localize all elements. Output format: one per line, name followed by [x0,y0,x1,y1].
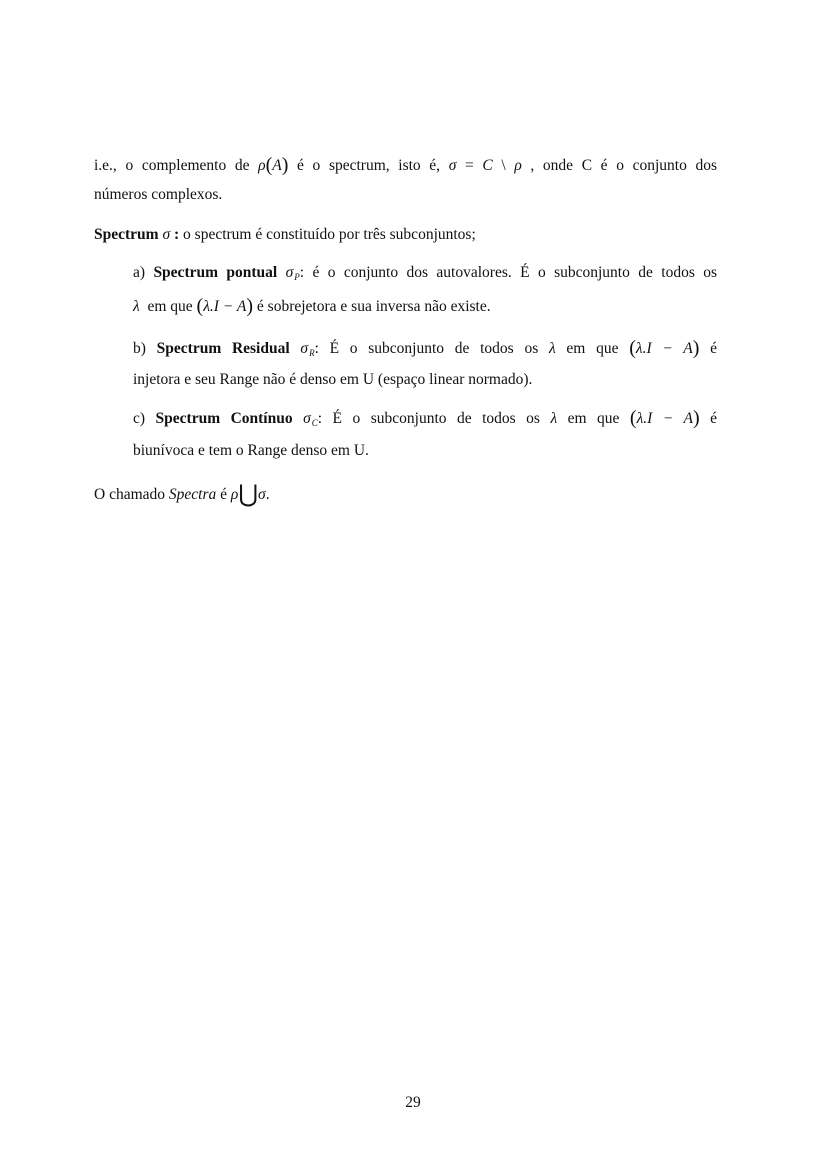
heading-bold: Spectrum [94,226,159,243]
spectrum-heading [94,225,717,245]
item-a-line-1 [133,263,717,287]
item-b-text-2: em que [566,340,619,357]
item-c-operator: (λ.I − A) [629,407,700,429]
item-a-title: Spectrum pontual [153,264,278,281]
item-b-lambda: λ [548,340,556,357]
item-a-text-2: em que [147,298,193,315]
item-a-line-2 [133,296,717,317]
paragraph-complement-line-2: números complexos. [94,186,223,203]
heading-text: o spectrum é constituído por três subconjuntos; [183,226,476,243]
item-a-text-1: : é o conjunto dos autovalores. É o subconjunto de todos os [299,264,718,281]
item-b-text-3: é [710,340,718,357]
item-c-text-3: é [710,410,717,427]
heading-colon: : [173,226,180,243]
text-segment: i.e., o complemento de [94,157,250,174]
paragraph-complement-line-1 [94,155,717,176]
formula-rho-of-a: ρ(A) [258,154,289,176]
item-a-prefix: a) [133,264,146,281]
item-a-sigma-p: $\sigma_P$ [285,264,300,282]
item-b-text-1: : É o subconjunto de todos os [314,340,539,357]
spectra-italic: Spectra [168,486,217,503]
spectra-definition [94,482,717,508]
page-number: 29 [405,1094,421,1111]
formula-rho-union-sigma: ρ⋃σ [230,482,266,508]
item-a-operator: (λ.I − A) [196,295,254,317]
item-c-line-2: biunívoca e tem o Range denso em U. [133,442,369,459]
item-a-lambda: λ [133,298,140,315]
heading-sigma: σ [162,226,171,243]
spectra-end: . [265,486,270,503]
formula-sigma-equals-c-minus-rho: σ = C \ ρ [448,157,522,174]
item-b-sigma-r: $\sigma_R$ [300,340,315,358]
item-c-line-1 [133,408,717,433]
item-b-prefix: b) [133,340,146,357]
item-a-text-3: é sobrejetora e sua inversa não existe. [256,298,491,315]
item-c-text-1: : É o subconjunto de todos os [317,410,540,427]
item-b-line-1 [133,338,717,363]
spectra-text-1: O chamado [94,486,166,503]
spectra-text-2: é [220,486,228,503]
item-c-text-2: em que [567,410,620,427]
text-segment: , onde C é o conjunto dos [530,157,718,174]
item-c-sigma-c: $\sigma_C$ [303,410,318,428]
item-c-prefix: c) [133,410,146,427]
item-c-lambda: λ [550,410,558,427]
item-c-title: Spectrum Contínuo [155,410,293,427]
item-b-line-2: injetora e seu Range não é denso em U (espaço linear normado). [133,371,533,388]
item-b-operator: (λ.I − A) [629,337,700,359]
text-segment: é o spectrum, isto é, [297,157,441,174]
item-b-title: Spectrum Residual [156,340,290,357]
